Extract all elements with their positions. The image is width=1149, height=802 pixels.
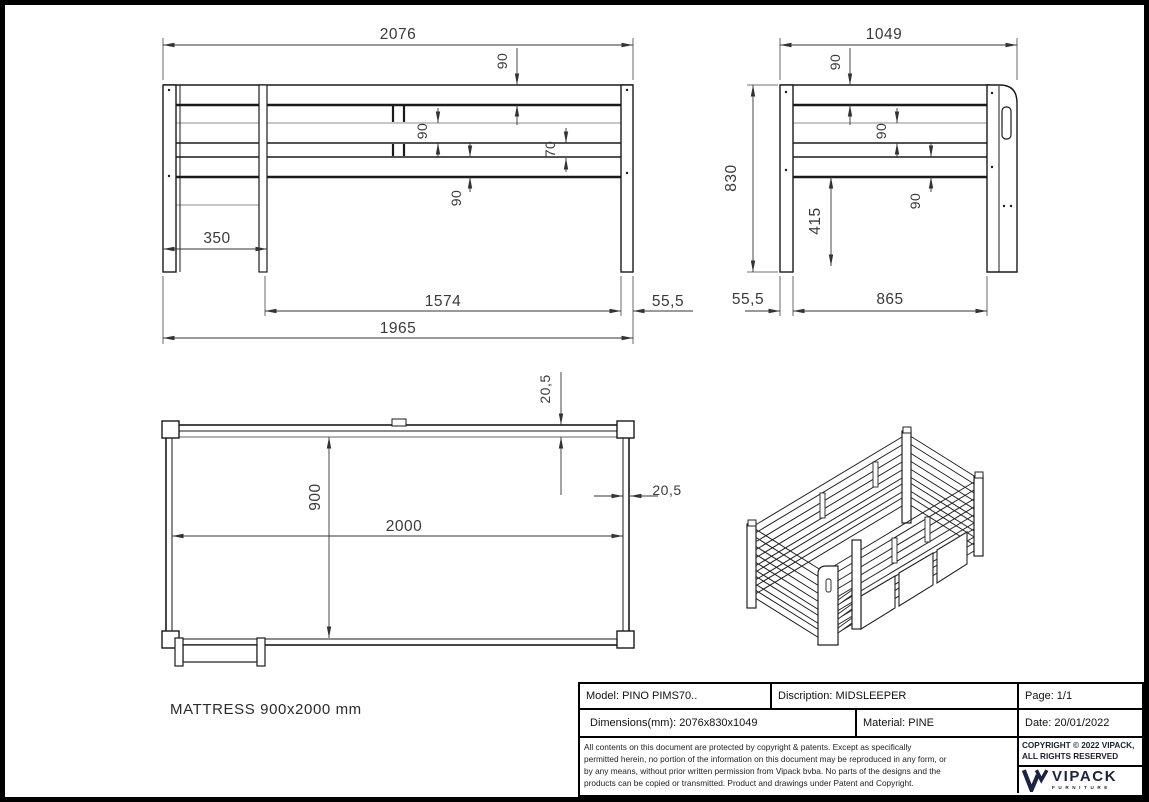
front-view-dimensions <box>163 26 693 344</box>
legal-line: by any means, without prior written permission from Vipack bvba. No parts of the designs and the <box>584 766 941 777</box>
dim-front-rail-low: 90 <box>448 189 464 207</box>
title-block-page: Page: 1/1 <box>1025 690 1073 702</box>
title-block-dimensions: Dimensions(mm): 2076x830x1049 <box>580 710 857 736</box>
dim-front-ladder-offset: 350 <box>203 230 231 247</box>
dim-front-rail-mid: 90 <box>414 122 430 140</box>
dim-side-rail-low: 90 <box>907 192 923 210</box>
dim-front-post-width: 55,5 <box>651 293 685 310</box>
dim-side-rail-mid: 90 <box>873 122 889 140</box>
copyright-line: COPYRIGHT © 2022 VIPACK, <box>1022 741 1135 750</box>
mattress-note: MATTRESS 900x2000 mm <box>170 701 362 718</box>
dim-top-mattress-length: 2000 <box>385 518 423 535</box>
top-view <box>162 419 634 666</box>
legal-line: All contents on this document are protected by copyright & patents. Except as specifically <box>584 742 912 752</box>
side-view-dimensions <box>723 26 1017 316</box>
dim-side-inner-depth: 865 <box>876 291 904 308</box>
dim-side-height: 830 <box>723 164 740 192</box>
front-view <box>163 85 633 272</box>
brand-subtitle: FURNITURE <box>1052 785 1111 791</box>
legal-line: products can be copied or transmitted. Product and drawings under Patent and Copyright. <box>584 778 914 789</box>
dim-top-rail-thickness-top: 20,5 <box>537 374 553 404</box>
dim-side-post-width: 55,5 <box>731 291 765 308</box>
dim-side-rail-top: 90 <box>827 53 843 71</box>
dim-top-mattress-width: 900 <box>307 483 324 511</box>
dim-side-depth: 1049 <box>865 26 903 43</box>
dim-top-rail-thickness-side: 20,5 <box>652 482 682 498</box>
title-block <box>578 682 1144 797</box>
title-block-date: Date: 20/01/2022 <box>1025 717 1110 729</box>
dim-front-gap: 70 <box>542 140 558 158</box>
brand-name: VIPACK <box>1052 768 1118 786</box>
legal-notice <box>580 738 1019 793</box>
isometric-view <box>747 427 983 645</box>
title-block-material: Material: PINE <box>857 710 1019 736</box>
dim-front-inner-length: 1574 <box>424 293 462 310</box>
title-block-model: Model: PINO PIMS70.. <box>580 684 772 708</box>
copyright-notice <box>1019 738 1142 767</box>
dim-front-width: 2076 <box>379 26 417 43</box>
dim-front-rail-top: 90 <box>494 52 510 70</box>
dim-front-frame-length: 1965 <box>379 320 417 337</box>
dim-side-clearance: 415 <box>807 207 824 235</box>
side-view <box>780 85 1017 272</box>
copyright-line: ALL RIGHTS RESERVED <box>1022 752 1119 762</box>
vipack-logo <box>1019 767 1142 793</box>
title-block-description: Discription: MIDSLEEPER <box>772 684 1019 708</box>
vipack-logo-mark-icon <box>1021 768 1049 792</box>
legal-line: permitted herein, no portion of the information on this document may be reproduced in any form, or <box>584 754 947 765</box>
